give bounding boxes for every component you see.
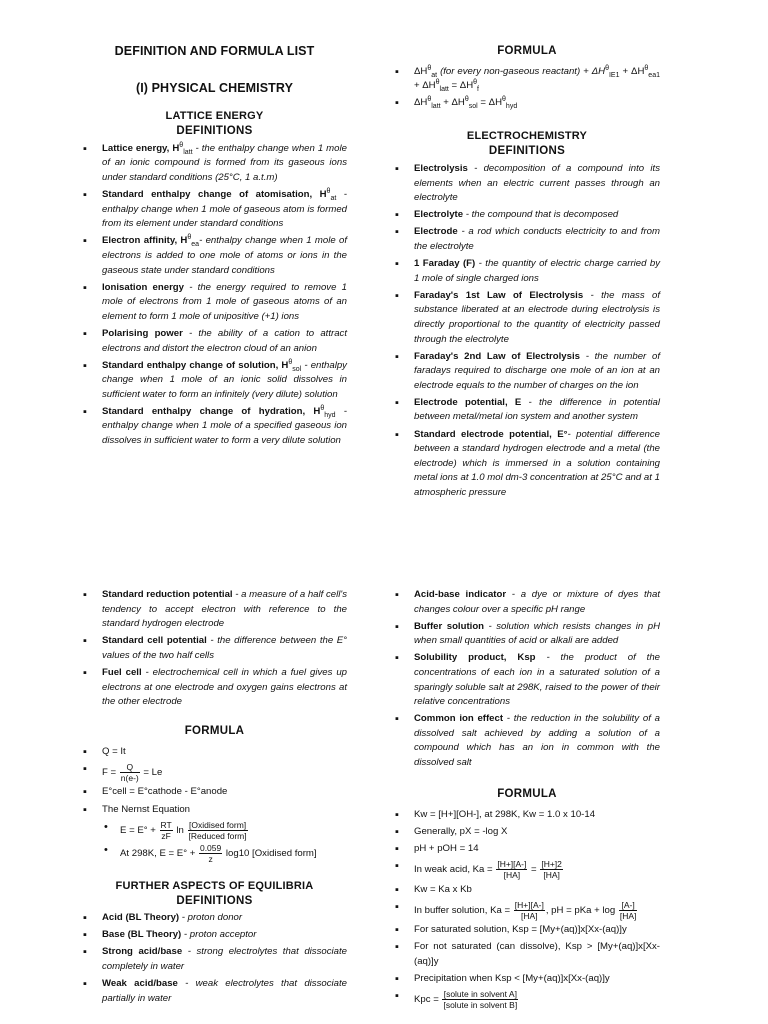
list-item: ▪ Electrode - a rod which conducts electricity to and from the electrolyte <box>394 225 660 254</box>
formula-heading: FORMULA <box>497 45 557 57</box>
list-item: ▪ Electrolyte - the compound that is decomposed <box>394 208 660 223</box>
list-item: ▪ Kw = [H+][OH-], at 298K, Kw = 1.0 x 10-14 <box>394 808 660 823</box>
lattice-formula-list <box>394 65 660 111</box>
equilibria-definitions-list <box>82 911 347 1006</box>
list-item: ▪ Precipitation when Ksp < [My+(aq)]x[Xx-(aq)]y <box>394 972 660 987</box>
list-item: ▪ Faraday's 1st Law of Electrolysis - the mass of substance liberated at an electrode during electrolysis is directly proportional to the quantity of electricity passed through the electrolyte <box>394 289 660 347</box>
list-item: • E = E° + $\frac{RT}{zF}$ ln $\frac{\text{[Oxidised form]}}{\text{[Reduced form]}}$ <box>82 820 347 841</box>
list-item: ▪ Acid (BL Theory) - proton donor <box>82 911 347 926</box>
list-item: ▪ Weak acid/base - weak electrolytes that dissociate partially in water <box>82 977 347 1006</box>
list-item: ▪ Q = It <box>82 745 347 760</box>
list-item: ▪ Electrolysis - decomposition of a compound into its elements when an electric current passes through an electrolyte <box>394 162 660 206</box>
list-item: • At 298K, E = E° + $\frac{0.059}{z}$ log10 [Oxidised form] <box>82 843 347 864</box>
page2-right-column <box>394 588 660 1012</box>
equilibria-heading: FURTHER ASPECTS OF EQUILIBRIA <box>115 879 314 892</box>
page1-left-column <box>82 44 347 451</box>
equilibria-formula-heading: FORMULA <box>497 788 557 801</box>
equilibria-definitions-heading: DEFINITIONS <box>176 894 253 907</box>
list-item: ▪ Fuel cell - electrochemical cell in which a fuel gives up electrons at one electrode and oxygen gains electrons at the other electrode <box>82 666 347 710</box>
electro-definitions-list-continued <box>82 588 347 710</box>
list-item: ▪ Standard enthalpy change of solution, $H^\theta_{sol}$ - enthalpy change when 1 mole of an ionic solid dissolves in sufficient water to form an infinitely (very dilute) solution <box>82 359 347 403</box>
electro-formula-heading: FORMULA <box>184 725 245 738</box>
lattice-heading: LATTICE ENERGY <box>165 110 264 123</box>
list-item: ▪ Electron affinity, $H^\theta_{ea}-$ enthalpy change when 1 mole of electrons is added to one mole of atoms or ions in the gaseous state under standard conditions <box>82 234 347 278</box>
list-item: ▪ Standard reduction potential - a measure of a half cell's tendency to accept electron with reference to the standard hydrogen electrode <box>82 588 347 632</box>
list-item: ▪ E°cell = E°cathode - E°anode <box>82 785 347 800</box>
list-item: ▪ In weak acid, Ka = $\frac{[H+][A-]}{[HA]}$ = $\frac{[H+]2}{[HA]}$ <box>394 859 660 880</box>
electro-definitions-heading: DEFINITIONS <box>488 145 566 158</box>
document-title: DEFINITION AND FORMULA LIST <box>114 44 315 58</box>
list-item: ▪ Standard enthalpy change of hydration, $H^\theta_{hyd}$ - enthalpy change when 1 mole of a specified gaseous ion dissolves in sufficient water to form a very dilute solution <box>82 405 347 449</box>
list-item: ▪ Standard enthalpy change of atomisation, $H^\theta_{at}$ - enthalpy change when 1 mole of gaseous atom is formed from its element under standard conditions <box>82 188 347 232</box>
electrochemistry-heading: ELECTROCHEMISTRY <box>466 130 588 143</box>
page2-left-column <box>82 588 347 1009</box>
list-item: ▪ Buffer solution - solution which resists changes in pH when small quantities of acid or alkali are added <box>394 620 660 649</box>
list-item: ▪ Polarising power - the ability of a cation to attract electrons and distort the electron cloud of an anion <box>82 327 347 356</box>
page1-right-column <box>394 44 660 503</box>
list-item: ▪ Standard electrode potential, E°- potential difference between a standard hydrogen electrode and a metal (the electrode) which is immersed in a solution containing metal ions at 1.0 mol dm-3 concentration at 25°C and at 1 atmospheric pressure <box>394 428 660 501</box>
list-item: ▪ 1 Faraday (F) - the quantity of electric charge carried by 1 mole of single charged ions <box>394 257 660 286</box>
list-item: ▪ The Nernst Equation <box>82 803 347 818</box>
list-item: ▪ Common ion effect - the reduction in the solubility of a dissolved salt achieved by adding a solution of a compound which has an ion in common with the dissolved salt <box>394 712 660 770</box>
list-item: ▪ Kpc = $\frac{\text{[solute in solvent A]}}{\text{[solute in solvent B]}}$ <box>394 989 660 1010</box>
list-item: ▪ Acid-base indicator - a dye or mixture of dyes that changes colour over a specific pH range <box>394 588 660 617</box>
list-item: ▪ Base (BL Theory) - proton acceptor <box>82 928 347 943</box>
list-item: ▪ Faraday's 2nd Law of Electrolysis - the number of faradays required to discharge one mole of an ion at an electrode equals to the number of charges on the ion <box>394 350 660 394</box>
list-item: ▪ Strong acid/base - strong electrolytes that dissociate completely in water <box>82 945 347 974</box>
lattice-definitions-list <box>82 142 347 449</box>
section-title: (I) PHYSICAL CHEMISTRY <box>135 80 294 95</box>
list-item: ▪ For not saturated (can dissolve), Ksp > [My+(aq)]x[Xx-(aq)]y <box>394 940 660 969</box>
list-item: ▪ Ionisation energy - the energy required to remove 1 mole of electrons from 1 mole of gaseous atoms of an element to form 1 mole of unipositive (+1) ions <box>82 281 347 325</box>
list-item: ▪ For saturated solution, Ksp = [My+(aq)]x[Xx-(aq)]y <box>394 923 660 938</box>
equilibria-formula-list <box>394 808 660 1010</box>
list-item: ▪ F = $\frac{Q}{n(e-)}$ = Le <box>82 762 347 783</box>
list-item: ▪ Electrode potential, E - the difference in potential between metal/metal ion system and another system <box>394 396 660 425</box>
electro-formula-list <box>82 745 347 864</box>
lattice-definitions-heading: DEFINITIONS <box>176 125 253 138</box>
list-item: ▪ $\Delta H^\theta_{latt} + \Delta H^\theta_{sol} = \Delta H^\theta_{hyd}$ <box>394 96 660 111</box>
list-item: ▪ $\Delta H^\theta_{at}$ (for every non-gaseous reactant) + $\Delta H^\theta_{IE1} + \Delta H^\theta_{ea1} + \Delta H^\theta_{latt} = \Delta H^\theta_f$ <box>394 65 660 94</box>
list-item: ▪ Standard cell potential - the difference between the E° values of the two half cells <box>82 634 347 663</box>
electro-definitions-list <box>394 162 660 501</box>
equilibria-definitions-list-continued <box>394 588 660 771</box>
list-item: ▪ Solubility product, Ksp - the product of the concentrations of each ion in a saturated solution of a sparingly soluble salt at 298K, raised to the power of their relative concentrations <box>394 651 660 709</box>
list-item: ▪ pH + pOH = 14 <box>394 842 660 857</box>
list-item: ▪ In buffer solution, Ka = $\frac{[H+][A-]}{[HA]}$ , pH = pKa + log $\frac{[A-]}{[HA]}$ <box>394 900 660 921</box>
list-item: ▪ Lattice energy, $H^\theta_{latt}$ - the enthalpy change when 1 mole of an ionic compound is formed from its gaseous ions under standard conditions (25°C, 1 a.t.m) <box>82 142 347 186</box>
list-item: ▪ Generally, pX = -log X <box>394 825 660 840</box>
list-item: ▪ Kw = Ka x Kb <box>394 883 660 898</box>
